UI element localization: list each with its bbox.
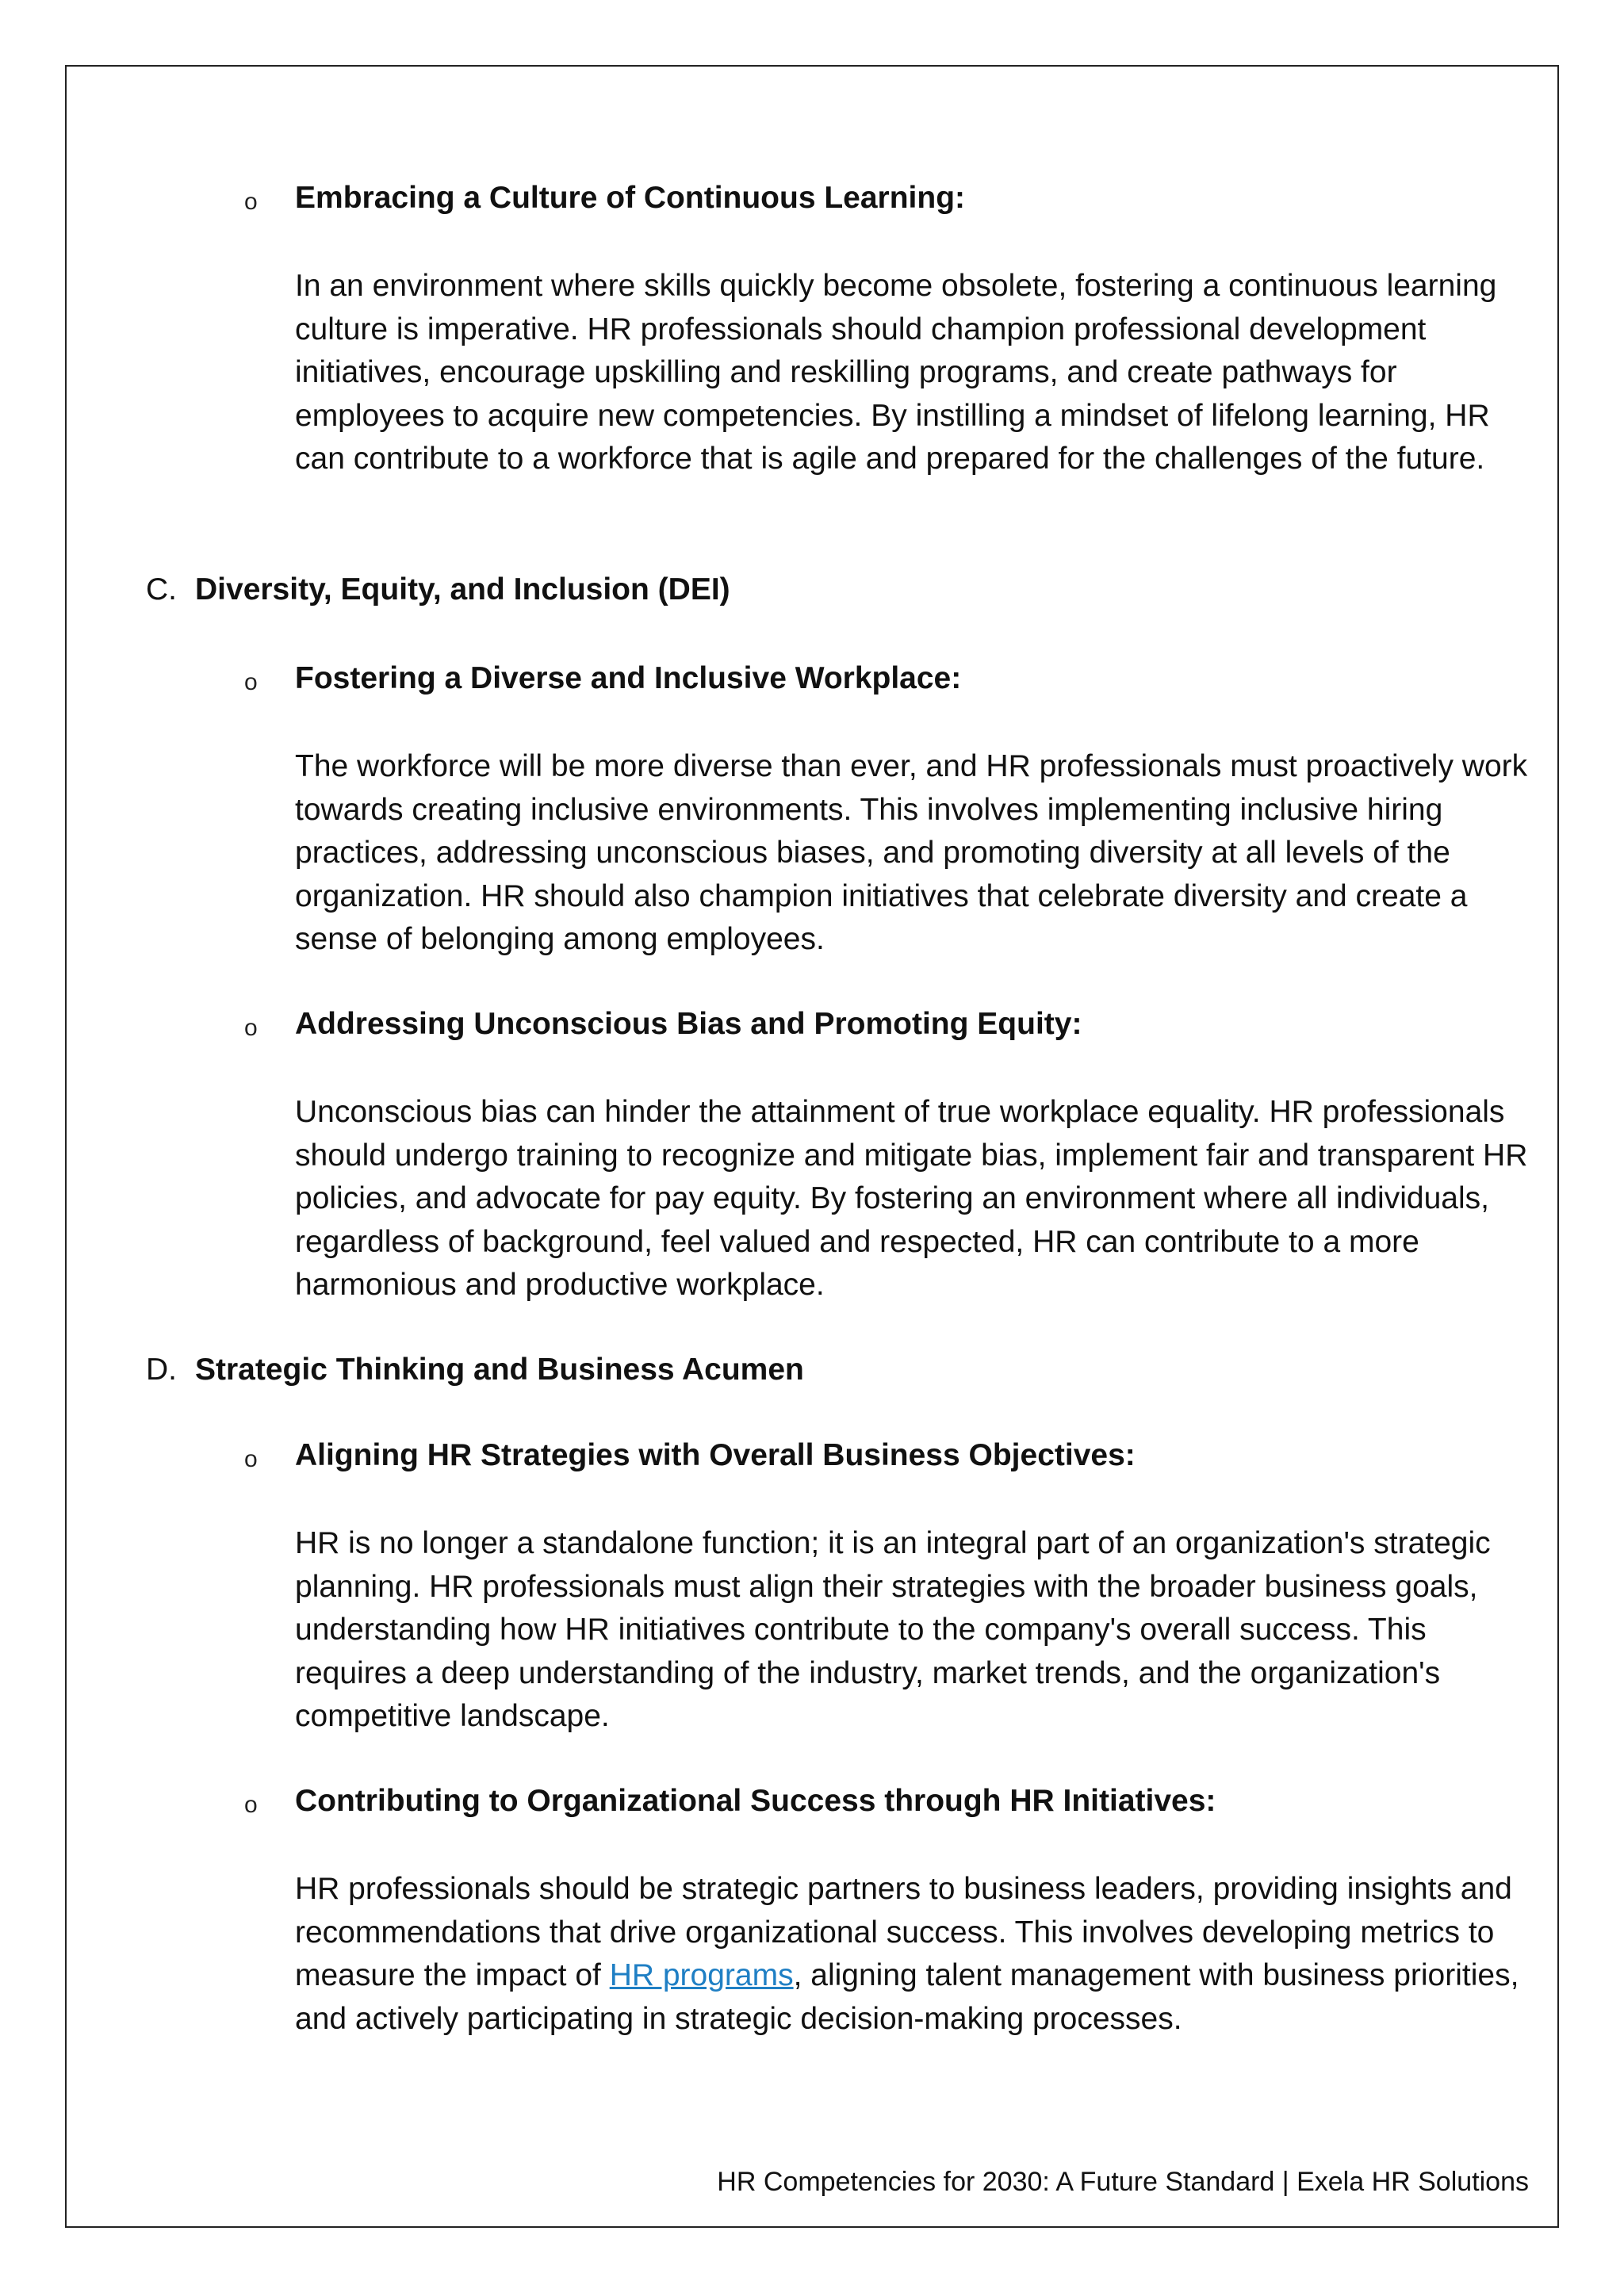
section-heading-d	[146, 1351, 804, 1389]
subheading-diverse-workplace: Fostering a Diverse and Inclusive Workplace:	[295, 661, 962, 695]
paragraph-continuous-learning: In an environment where skills quickly become obsolete, fostering a continuous learning culture is imperative. HR professionals should champion professional development initiatives, encourage upskilling and reskilling programs, and create pathways for employees to acquire new competencies. By instilling a mindset of lifelong learning, HR can contribute to a workforce that is agile and prepared for the challenges of the future.	[295, 269, 1497, 476]
subheading-aligning-strategies: Aligning HR Strategies with Overall Business Objectives:	[295, 1438, 1136, 1472]
bullet-marker: o	[244, 1015, 258, 1041]
bullet-marker: o	[244, 669, 258, 695]
subheading-continuous-learning: Embracing a Culture of Continuous Learning:	[295, 181, 966, 215]
page-footer: HR Competencies for 2030: A Future Standard | Exela HR Solutions	[717, 2167, 1529, 2197]
section-letter: D.	[146, 1353, 177, 1387]
paragraph-text-after-link: , aligning talent management with business priorities, and actively participating in strategic decision-making processes.	[295, 1958, 1519, 2036]
section-heading-c	[146, 571, 730, 609]
bullet-marker: o	[244, 1446, 258, 1472]
bullet-marker: o	[244, 1792, 258, 1818]
subheading-organizational-success: Contributing to Organizational Success through HR Initiatives:	[295, 1784, 1216, 1818]
subheading-unconscious-bias: Addressing Unconscious Bias and Promoting Equity:	[295, 1007, 1082, 1041]
hr-programs-link[interactable]: HR programs	[609, 1958, 794, 1993]
section-title: Strategic Thinking and Business Acumen	[195, 1353, 804, 1387]
section-letter: C.	[146, 572, 177, 607]
paragraph-unconscious-bias: Unconscious bias can hinder the attainment of true workplace equality. HR professionals should undergo training to recognize and mitigate bias, implement fair and transparent HR policies, and advocate for pay equity. By fostering an environment where all individuals, regardless of background, feel valued and respected, HR can contribute to a more harmonious and productive workplace.	[295, 1095, 1528, 1303]
section-title: Diversity, Equity, and Inclusion (DEI)	[195, 572, 730, 607]
paragraph-diverse-workplace: The workforce will be more diverse than ever, and HR professionals must proactively work towards creating inclusive environments. This involves implementing inclusive hiring practices, addressing unconscious biases, and promoting diversity at all levels of the organization. HR should also champion initiatives that celebrate diversity and create a sense of belonging among employees.	[295, 749, 1528, 957]
bullet-marker: o	[244, 189, 258, 215]
paragraph-aligning-strategies: HR is no longer a standalone function; it is an integral part of an organization's strategic planning. HR professionals must align their strategies with the broader business goals, understanding how HR initiatives contribute to the company's overall success. This requires a deep understanding of the industry, market trends, and the organization's competitive landscape.	[295, 1526, 1491, 1734]
paragraph-text-before-link: HR professionals should be strategic partners to business leaders, providing insights and recommendations that drive organizational success. This involves developing metrics to measure the impact of	[295, 1872, 1512, 1993]
paragraph-organizational-success	[295, 1868, 1532, 2041]
